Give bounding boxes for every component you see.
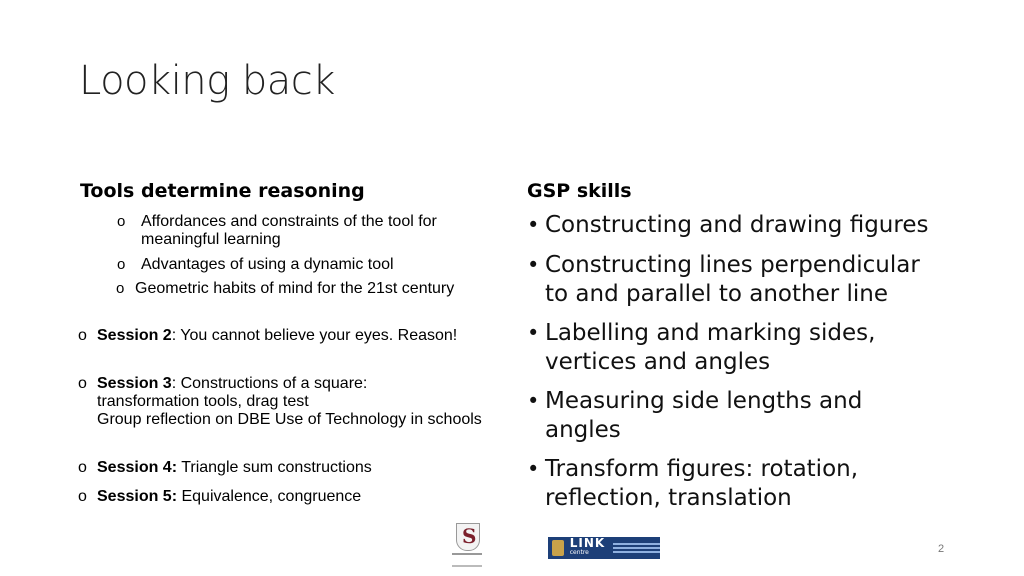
page-number: 2 xyxy=(938,543,945,555)
circle-bullet-icon: o xyxy=(78,375,87,392)
list-item xyxy=(527,387,905,445)
list-item-text: Labelling and marking sides, vertices and angles xyxy=(545,320,876,375)
logo-tagline-lines xyxy=(613,541,660,555)
session-text: : Constructions of a square: transformation tools, drag test xyxy=(97,375,368,410)
list-item xyxy=(116,280,465,298)
logo-word: LINK xyxy=(569,536,606,550)
list-item-text: Advantages of using a dynamic tool xyxy=(141,256,394,273)
session-label: Session 4: xyxy=(97,459,178,476)
bullet-icon: • xyxy=(527,389,540,413)
session-label: Session 2 xyxy=(97,327,172,344)
slide-title: Looking back xyxy=(79,58,335,104)
circle-bullet-icon: o xyxy=(78,327,87,344)
session-item xyxy=(78,375,437,411)
session-item xyxy=(78,488,497,506)
circle-bullet-icon: o xyxy=(117,256,126,273)
list-item-text: Transform figures: rotation, reflection, translation xyxy=(545,456,859,511)
logo-divider xyxy=(452,553,482,567)
list-item-text: Constructing and drawing figures xyxy=(545,212,929,238)
session-text: Equivalence, congruence xyxy=(177,488,362,505)
session-label: Session 3 xyxy=(97,375,172,392)
circle-bullet-icon: o xyxy=(117,213,126,230)
left-column-heading: Tools determine reasoning xyxy=(80,180,365,202)
logo-letter: S xyxy=(462,524,477,548)
circle-bullet-icon: o xyxy=(78,488,87,505)
circle-bullet-icon: o xyxy=(116,280,125,297)
right-column-heading: GSP skills xyxy=(527,180,632,202)
list-item xyxy=(527,455,905,513)
list-item-text: Geometric habits of mind for the 21st century xyxy=(135,280,455,297)
bullet-icon: • xyxy=(527,321,540,345)
link-centre-logo xyxy=(548,537,660,559)
session-label: Session 5: xyxy=(97,488,178,505)
bullet-icon: • xyxy=(527,253,540,277)
list-item xyxy=(117,213,501,249)
list-item xyxy=(117,256,501,274)
list-item xyxy=(527,211,965,240)
list-item-text: Constructing lines perpendicular to and parallel to another line xyxy=(545,252,920,307)
list-item xyxy=(527,319,905,377)
list-item xyxy=(527,251,945,309)
logo-subword: centre xyxy=(569,549,589,556)
circle-bullet-icon: o xyxy=(78,459,87,476)
list-item-text: Measuring side lengths and angles xyxy=(545,388,863,443)
session-extra-text: Group reflection on DBE Use of Technology in schools xyxy=(97,411,482,428)
crest-icon xyxy=(552,540,564,556)
bullet-icon: • xyxy=(527,213,540,237)
session-text: Triangle sum constructions xyxy=(177,459,372,476)
session-item xyxy=(78,327,467,345)
list-item-text: Affordances and constraints of the tool for meaningful learning xyxy=(141,213,437,248)
session-text: : You cannot believe your eyes. Reason! xyxy=(171,327,458,344)
university-logo xyxy=(452,523,482,567)
bullet-icon: • xyxy=(527,457,540,481)
logo-wordmark xyxy=(570,538,605,558)
session-item xyxy=(78,459,497,477)
